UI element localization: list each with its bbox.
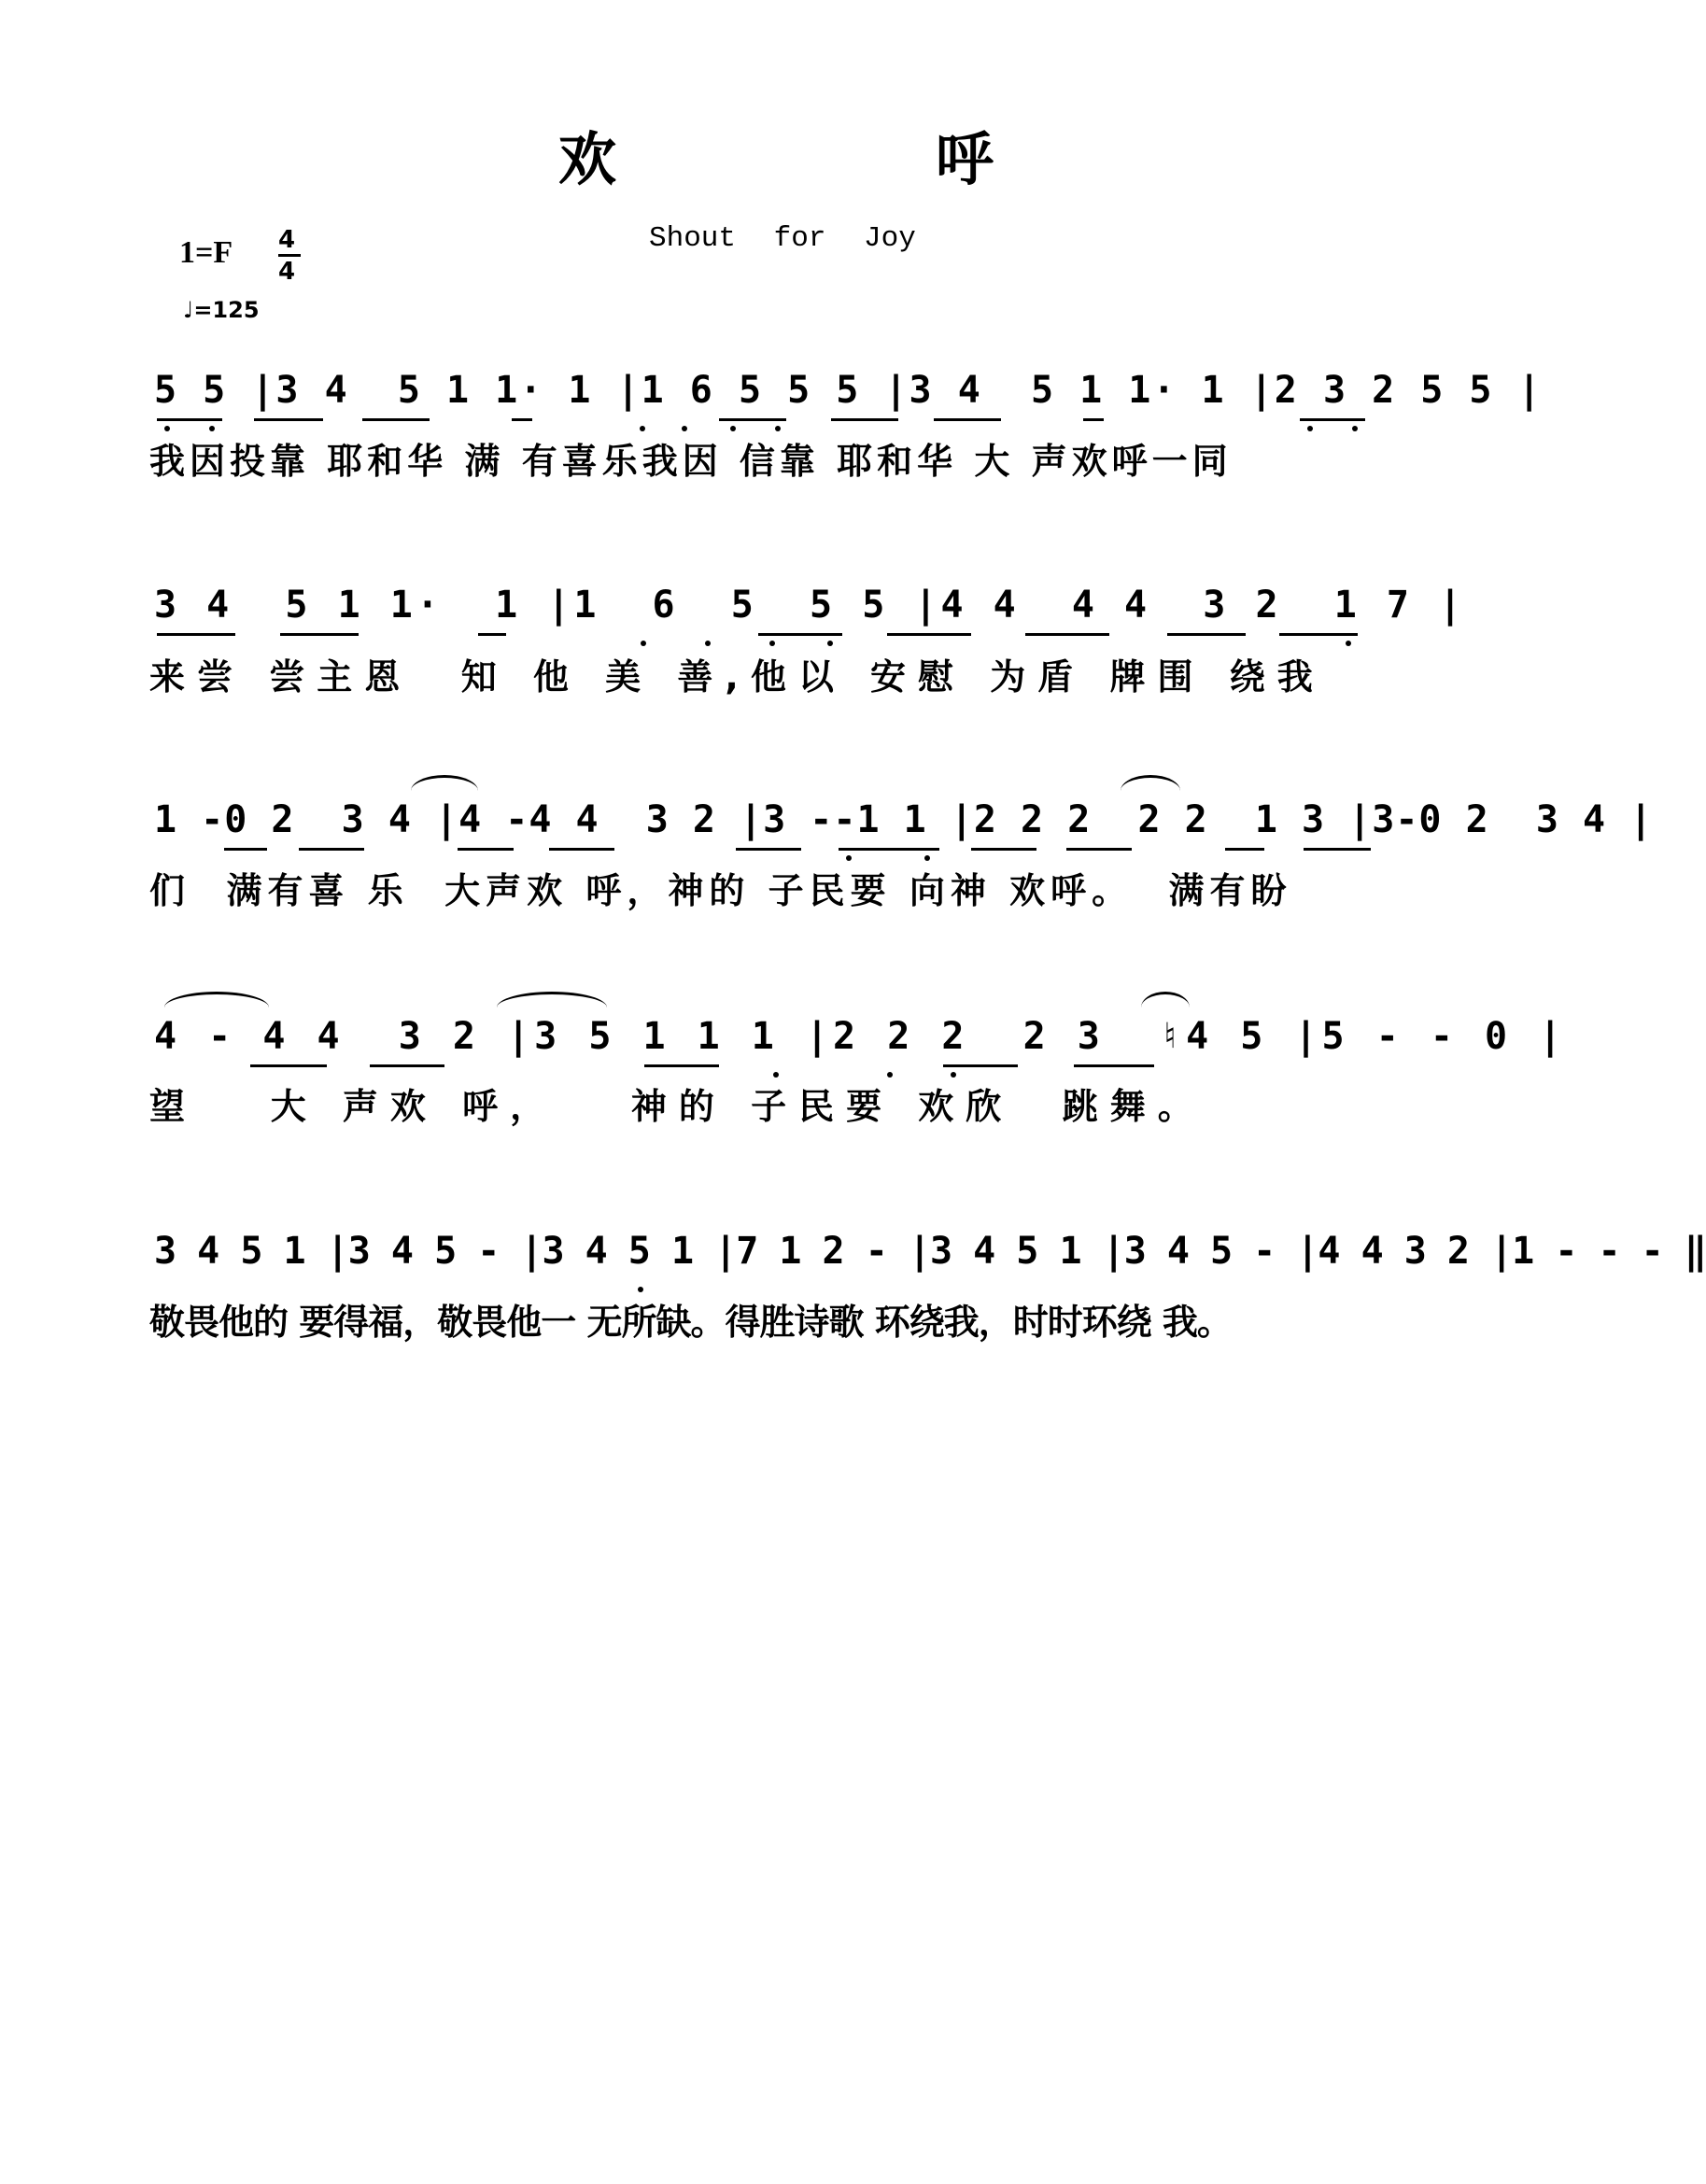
beam [943, 1064, 1018, 1067]
beam [1025, 633, 1109, 636]
octave-dot [924, 855, 930, 861]
octave-dot [1352, 426, 1358, 431]
octave-dot [773, 1072, 779, 1078]
octave-dot [951, 1072, 956, 1078]
beam [224, 848, 267, 851]
octave-dot [1346, 641, 1351, 646]
beam [1304, 848, 1371, 851]
octave-dot [730, 426, 736, 431]
notes-line: 3 4 5 1 |3 4 5 - |3 4 5 1 |7 1 2 - |3 4 5 1 |3 4 5 - |4 4 3 2 |1 - - - ‖ [154, 1230, 1706, 1273]
beam [512, 418, 532, 421]
beam [839, 848, 939, 851]
octave-dot [1307, 426, 1313, 431]
octave-dot [209, 426, 215, 431]
beam [887, 633, 971, 636]
beam [1225, 848, 1264, 851]
beam [549, 848, 614, 851]
beam [254, 418, 323, 421]
octave-dot [846, 855, 852, 861]
lyrics-line: 我因投靠 耶和华 满 有喜乐我因 信靠 耶和华 大 声欢呼一同 [149, 441, 1233, 482]
beam [831, 418, 898, 421]
notes-line: 3 4 5 1 1· 1 |1 6 5 5 5 |4 4 4 4 3 2 1 7 | [154, 584, 1466, 627]
time-signature-top: 4 [278, 226, 296, 254]
beam [1300, 418, 1365, 421]
beam [157, 633, 235, 636]
lyrics-line: 望 大 声欢 呼， 神的 子民要 欢欣 跳舞。 [149, 1086, 1205, 1127]
beam [934, 418, 1001, 421]
beam [157, 418, 222, 421]
time-signature-bottom: 4 [278, 258, 296, 286]
title-char-2: 呼 [936, 125, 994, 193]
octave-dot [164, 426, 170, 431]
tie-slur [411, 775, 478, 791]
octave-dot [705, 641, 711, 646]
beam [1066, 848, 1132, 851]
subtitle: Shout for Joy [649, 222, 916, 255]
octave-dot [887, 1072, 893, 1078]
beam [250, 1064, 327, 1067]
lyrics-line: 来尝 尝主恩 知 他 美 善,他以 安慰 为盾 牌围 绕我 [149, 656, 1325, 697]
key-signature: 1=F [179, 235, 233, 270]
octave-dot [640, 426, 645, 431]
beam [1167, 633, 1246, 636]
lyrics-line: 们 满有喜 乐 大声欢 呼，神的 子民要 向神 欢呼。 满有盼 [149, 870, 1292, 911]
octave-dot [775, 426, 781, 431]
tie-slur [1121, 775, 1180, 791]
beam [971, 848, 1036, 851]
octave-dot [682, 426, 687, 431]
beam [362, 418, 430, 421]
notes-line: 5 5 |3 4 5 1 1· 1 |1 6 5 5 5 |3 4 5 1 1· 1 |2 3 2 5 5 | [154, 369, 1543, 412]
octave-dot [827, 641, 833, 646]
beam [1279, 633, 1358, 636]
tie-slur [164, 992, 269, 1007]
beam [736, 848, 801, 851]
notes-line: 1 -0 2 3 4 |4 -4 4 3 2 |3 --1 1 |2 2 2 2 2 1 3 |3-0 2 3 4 | [154, 798, 1654, 841]
tempo-mark: ♩=125 [183, 297, 260, 323]
beam [299, 848, 364, 851]
notes-line: 4 - 4 4 3 2 |3 5 1 1 1 |2 2 2 2 3 ♮4 5 |5 - - 0 | [154, 1015, 1567, 1058]
beam [1074, 1064, 1154, 1067]
lyrics-line: 敬畏他的 要得福，敬畏他一 无所缺。得胜诗歌 环绕我，时时环绕 我。 [149, 1302, 1232, 1343]
time-signature-divider [278, 254, 301, 257]
beam [370, 1064, 444, 1067]
tie-slur [1141, 992, 1190, 1007]
octave-dot [638, 1287, 643, 1292]
beam [458, 848, 514, 851]
octave-dot [769, 641, 775, 646]
title-char-1: 欢 [558, 125, 617, 193]
beam [719, 418, 786, 421]
beam [280, 633, 359, 636]
octave-dot [641, 641, 646, 646]
beam [478, 633, 506, 636]
tie-slur [497, 992, 607, 1007]
beam [644, 1064, 719, 1067]
beam [1083, 418, 1104, 421]
beam [758, 633, 842, 636]
